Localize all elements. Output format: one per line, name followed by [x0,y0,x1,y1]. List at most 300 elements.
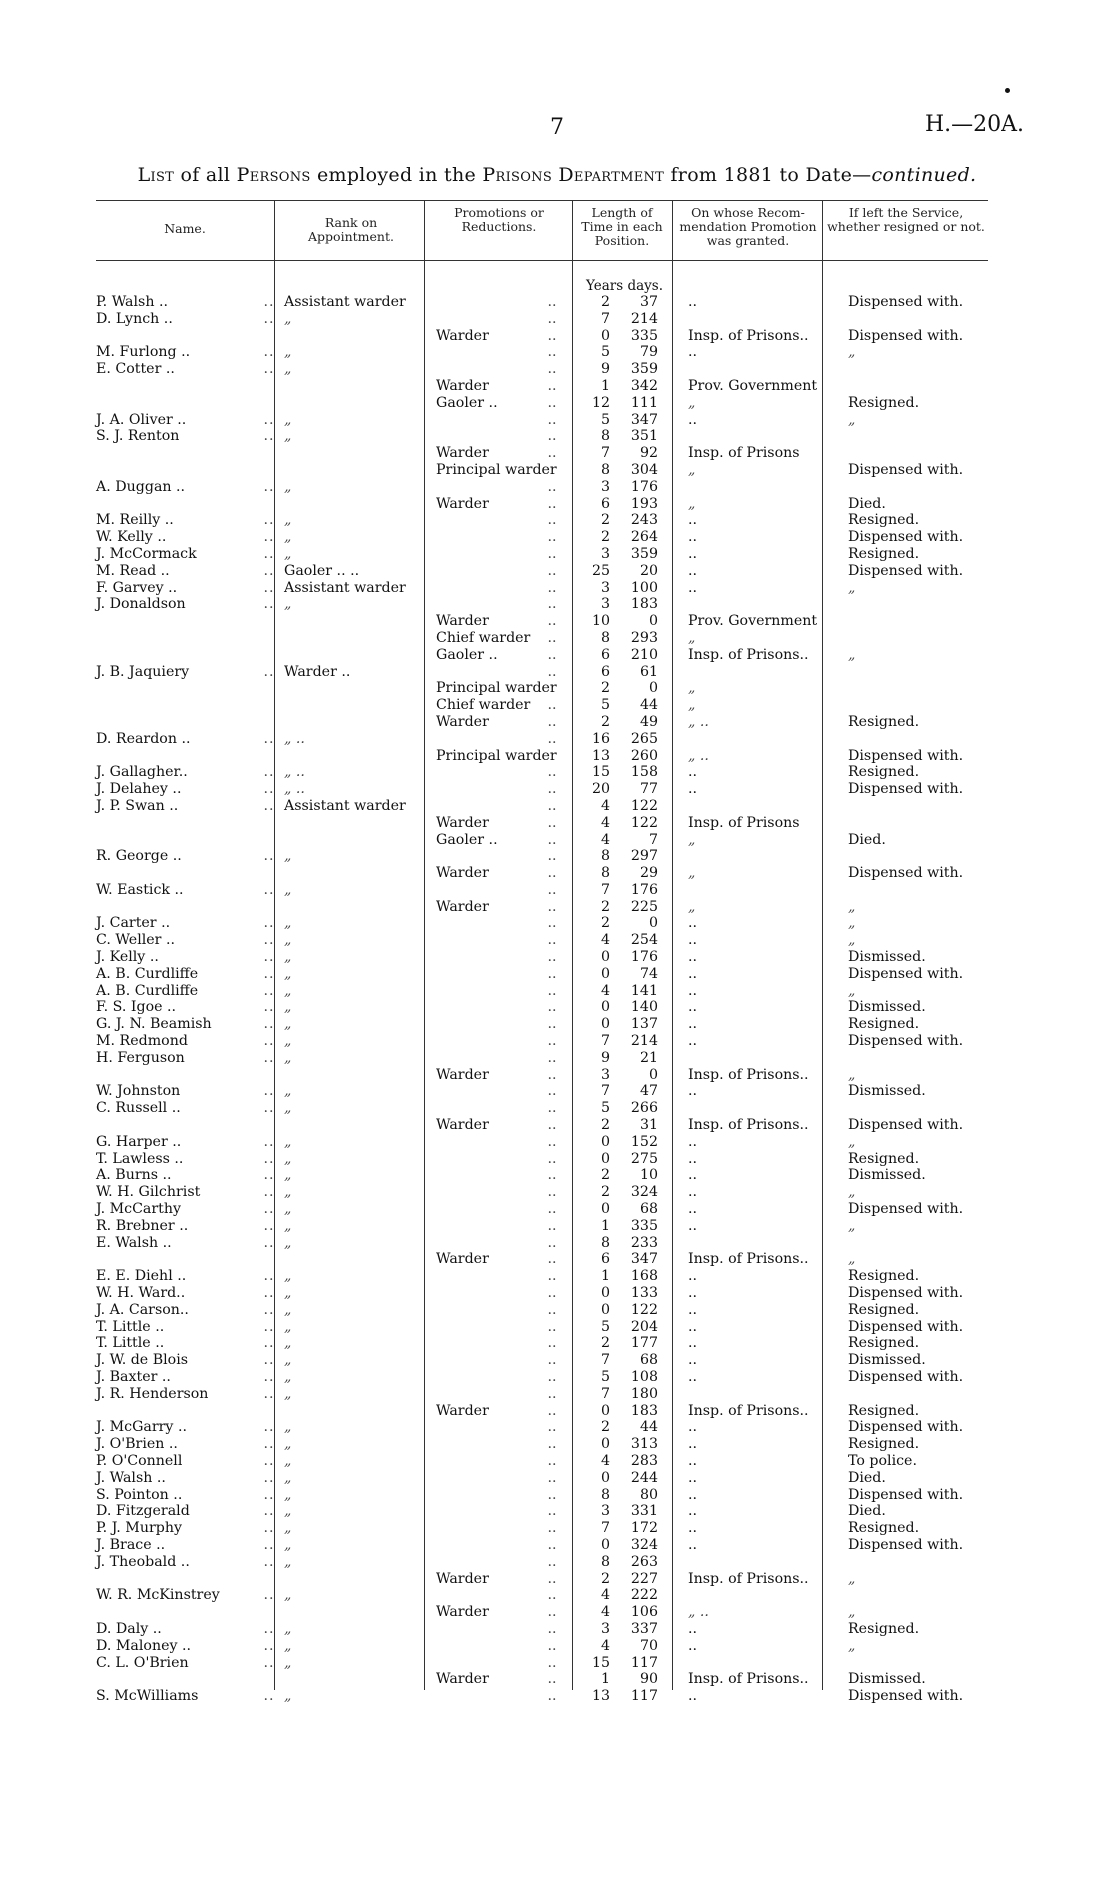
title-prefix: List [137,164,175,186]
years-value: 0 [600,1301,610,1318]
table-row [96,680,988,697]
employee-name: E. Cotter .. [96,361,175,378]
years-value: 6 [600,1251,610,1268]
rank-on-appointment: „ [284,999,292,1016]
years-value: 8 [600,865,610,882]
days-value: 214 [630,1033,658,1050]
recommendation: .. [688,294,698,310]
days-value: 44 [639,1419,658,1436]
leader-dots: .. [547,1049,557,1066]
recommendation: .. [688,411,698,428]
table-row [96,1453,988,1470]
employee-name: D. Fitzgerald [96,1503,190,1520]
leader-dots: .. [547,562,557,579]
employee-name: A. B. Curdliffe [96,965,199,982]
leader-dots: .. [547,1268,557,1285]
promotion: Warder [436,713,489,730]
years-value: 25 [591,562,610,579]
table-row [96,630,988,647]
promotion: Warder [436,1251,489,1268]
leader-dots: .. [547,1520,557,1537]
left-service-status: Died. [848,1469,886,1486]
title-persons: Persons [236,164,311,186]
recommendation: „ [688,394,696,411]
left-service-status: Dismissed. [848,1167,926,1184]
rank-on-appointment: „ [284,1503,292,1520]
leader-dots: .. [547,545,557,562]
left-service-status: Resigned. [848,1268,920,1285]
years-value: 2 [600,1117,610,1134]
leader-dots: .. [263,730,275,747]
leader-dots: .. [263,1083,275,1100]
leader-dots: .. [547,327,557,344]
leader-dots: .. [547,814,557,831]
recommendation: .. [688,1620,698,1637]
leader-dots: .. [263,1436,275,1453]
table-row [96,311,988,328]
left-service-status: „ [848,1251,856,1268]
employee-name: J. Walsh .. [96,1469,166,1486]
years-value: 20 [591,781,610,798]
employee-name: E. Walsh .. [96,1234,172,1251]
leader-dots: .. [547,1469,557,1486]
leader-dots: .. [263,1234,275,1251]
years-value: 0 [600,1536,610,1553]
left-service-status: Dispensed with. [848,1285,964,1302]
years-value: 0 [600,999,610,1016]
employee-name: S. J. Renton [96,428,180,445]
table-row [96,1554,988,1571]
leader-dots: .. [547,1083,557,1100]
days-value: 122 [630,814,658,831]
table-row [96,580,988,597]
years-value: 0 [600,1201,610,1218]
employee-name: J. Gallagher.. [96,764,188,781]
days-value: 10 [639,1167,658,1184]
leader-dots: .. [547,881,557,898]
left-service-status: „ [848,915,856,932]
leader-dots: .. [547,865,557,882]
years-value: 2 [600,294,610,310]
leader-dots: .. [263,545,275,562]
leader-dots: .. [263,1033,275,1050]
table-body [96,294,988,1705]
years-value: 8 [600,461,610,478]
days-value: 49 [639,713,658,730]
years-value: 2 [600,680,610,697]
employee-name: J. Carter .. [96,915,171,932]
recommendation: .. [688,982,698,999]
leader-dots: .. [547,1419,557,1436]
years-value: 0 [600,1150,610,1167]
days-value: 108 [630,1369,658,1385]
days-value: 359 [630,361,658,378]
rank-on-appointment: „ [284,1654,292,1671]
years-value: 7 [600,1520,610,1537]
days-value: 293 [630,629,658,646]
recommendation: Insp. of Prisons.. [688,646,809,663]
years-value: 0 [600,1285,610,1302]
days-value: 331 [630,1503,658,1520]
employee-name: F. Garvey .. [96,579,178,596]
recommendation: Insp. of Prisons [688,445,800,462]
recommendation: „ .. [688,747,709,764]
leader-dots: .. [547,1587,557,1604]
promotion: Principal warder [436,461,557,478]
days-value: 244 [630,1469,658,1486]
left-service-status: Dispensed with. [848,1688,964,1705]
days-value: 0 [648,1066,658,1083]
leader-dots: .. [263,1217,275,1234]
table-row [96,1520,988,1537]
recommendation: „ [688,831,696,848]
days-value: 61 [639,663,658,680]
rank-on-appointment: „ [284,1234,292,1251]
leader-dots: .. [263,1587,275,1604]
header-recommendation: On whose Recom-mendation Promotion was granted. [679,205,817,248]
employee-name: D. Lynch .. [96,310,173,327]
rank-on-appointment: „ [284,1268,292,1285]
employee-name: G. Harper .. [96,1133,182,1150]
rank-on-appointment: „ [284,1688,292,1705]
leader-dots: .. [547,831,557,848]
employee-name: W. H. Ward.. [96,1285,186,1302]
employee-name: J. McCarthy [96,1201,182,1218]
days-value: 275 [630,1150,658,1167]
table-row [96,865,988,882]
years-value: 2 [600,898,610,915]
leader-dots: .. [547,1369,557,1385]
leader-dots: .. [263,848,275,865]
table-row [96,714,988,731]
days-value: 324 [630,1536,658,1553]
table-row [96,479,988,496]
employee-name: W. R. McKinstrey [96,1587,220,1604]
leader-dots: .. [547,1570,557,1587]
table-row [96,882,988,899]
employee-name: F. S. Igoe .. [96,999,177,1016]
table-row [96,1016,988,1033]
recommendation: .. [688,1520,698,1537]
leader-dots: .. [547,982,557,999]
left-service-status: Resigned. [848,713,920,730]
employee-name: H. Ferguson [96,1049,185,1066]
table-row [96,1688,988,1705]
years-days-header: Years days. [586,278,663,294]
table-row [96,1587,988,1604]
employee-name: J. Theobald .. [96,1553,190,1570]
leader-dots: .. [263,1133,275,1150]
leader-dots: .. [547,512,557,529]
left-service-status: „ [848,1570,856,1587]
rank-on-appointment: „ [284,965,292,982]
leader-dots: .. [547,781,557,798]
page-number: 7 [550,115,564,140]
leader-dots: .. [263,781,275,798]
days-value: 37 [639,294,658,310]
days-value: 0 [648,680,658,697]
recommendation: .. [688,1486,698,1503]
recommendation: Insp. of Prisons.. [688,1402,809,1419]
table-row [96,1671,988,1688]
table-row [96,1436,988,1453]
years-value: 2 [600,1184,610,1201]
table-row [96,1251,988,1268]
left-service-status: Dispensed with. [848,1486,964,1503]
left-service-status: Dispensed with. [848,294,964,310]
leader-dots: .. [547,663,557,680]
employee-name: P. J. Murphy [96,1520,182,1537]
years-value: 1 [600,1217,610,1234]
recommendation: Insp. of Prisons.. [688,327,809,344]
document-reference: H.—20A. [924,112,1024,137]
table-row [96,983,988,1000]
leader-dots: .. [547,361,557,378]
employee-name: R. George .. [96,848,182,865]
rank-on-appointment: „ [284,1520,292,1537]
employee-name: C. L. O'Brien [96,1654,189,1671]
recommendation: .. [688,1184,698,1201]
years-value: 4 [600,1637,610,1654]
rank-on-appointment: „ [284,1369,292,1385]
leader-dots: .. [263,1520,275,1537]
leader-dots: .. [547,1335,557,1352]
left-service-status: Resigned. [848,764,920,781]
days-value: 152 [630,1133,658,1150]
leader-dots: .. [547,1285,557,1302]
recommendation: „ [688,629,696,646]
years-value: 3 [600,1620,610,1637]
table-row [96,344,988,361]
recommendation: .. [688,1419,698,1436]
days-value: 342 [630,377,658,394]
left-service-status: Dismissed. [848,1671,926,1688]
years-value: 15 [591,764,610,781]
leader-dots: .. [263,1150,275,1167]
leader-dots: .. [547,713,557,730]
promotion: Warder [436,1402,489,1419]
years-value: 2 [600,512,610,529]
recommendation: Insp. of Prisons.. [688,1117,809,1134]
years-value: 12 [591,394,610,411]
days-value: 176 [630,478,658,495]
years-value: 2 [600,1419,610,1436]
leader-dots: .. [547,529,557,546]
employee-name: J. Donaldson [96,596,186,613]
table-row [96,361,988,378]
recommendation: .. [688,1016,698,1033]
leader-dots: .. [547,344,557,361]
rank-on-appointment: „ [284,529,292,546]
table-row [96,445,988,462]
table-row [96,1151,988,1168]
rank-on-appointment: Gaoler .. .. [284,562,360,579]
promotion: Warder [436,377,489,394]
days-value: 233 [630,1234,658,1251]
leader-dots: .. [263,1469,275,1486]
table-row [96,1184,988,1201]
leader-dots: .. [547,310,557,327]
table-row [96,1319,988,1336]
years-value: 2 [600,1570,610,1587]
left-service-status: „ [848,1604,856,1621]
leader-dots: .. [263,1536,275,1553]
recommendation: .. [688,579,698,596]
table-row [96,1503,988,1520]
leader-dots: .. [263,1352,275,1369]
table-row [96,1638,988,1655]
recommendation: Insp. of Prisons.. [688,1251,809,1268]
years-value: 8 [600,1553,610,1570]
recommendation: .. [688,512,698,529]
days-value: 122 [630,797,658,814]
years-value: 7 [600,1083,610,1100]
left-service-status: „ [848,411,856,428]
years-value: 1 [600,1671,610,1688]
employee-name: E. E. Diehl .. [96,1268,187,1285]
left-service-status: Dispensed with. [848,747,964,764]
left-service-status: „ [848,1133,856,1150]
rank-on-appointment: „ [284,1217,292,1234]
leader-dots: .. [263,1184,275,1201]
rank-on-appointment: „ [284,982,292,999]
employee-name: D. Reardon .. [96,730,191,747]
days-value: 133 [630,1285,658,1302]
rank-on-appointment: „ [284,344,292,361]
table-top-rule [96,200,988,201]
years-value: 4 [600,982,610,999]
table-row [96,1100,988,1117]
recommendation: .. [688,965,698,982]
days-value: 0 [648,915,658,932]
recommendation: .. [688,1167,698,1184]
leader-dots: .. [263,478,275,495]
leader-dots: .. [547,898,557,915]
leader-dots: .. [263,562,275,579]
years-value: 0 [600,1436,610,1453]
left-service-status: Dispensed with. [848,1033,964,1050]
left-service-status: Resigned. [848,1436,920,1453]
days-value: 0 [648,613,658,630]
rank-on-appointment: „ [284,1049,292,1066]
leader-dots: .. [547,579,557,596]
left-service-status: Resigned. [848,1335,920,1352]
left-service-status: Resigned. [848,394,920,411]
leader-dots: .. [547,730,557,747]
table-row [96,647,988,664]
employee-name: S. McWilliams [96,1688,199,1705]
employee-name: M. Reilly .. [96,512,174,529]
rank-on-appointment: „ [284,512,292,529]
years-value: 0 [600,1133,610,1150]
rank-on-appointment: „ [284,1318,292,1335]
table-row [96,1235,988,1252]
days-value: 222 [630,1587,658,1604]
recommendation: „ [688,898,696,915]
years-value: 10 [591,613,610,630]
recommendation: .. [688,1201,698,1218]
leader-dots: .. [263,1369,275,1385]
table-row [96,428,988,445]
leader-dots: .. [263,1503,275,1520]
employee-name: P. O'Connell [96,1452,183,1469]
years-value: 7 [600,310,610,327]
promotion: Principal warder [436,680,557,697]
table-row [96,1386,988,1403]
table-row [96,815,988,832]
recommendation: Prov. Government [688,613,818,630]
employee-name: M. Redmond [96,1033,188,1050]
leader-dots: .. [263,344,275,361]
table-row [96,1033,988,1050]
leader-dots: .. [263,1654,275,1671]
leader-dots: .. [547,1234,557,1251]
recommendation: .. [688,1452,698,1469]
recommendation: Prov. Government [688,377,818,394]
years-value: 7 [600,445,610,462]
table-row [96,1083,988,1100]
table-row [96,899,988,916]
leader-dots: .. [263,764,275,781]
table-row [96,1655,988,1672]
days-value: 214 [630,310,658,327]
table-row [96,563,988,580]
days-value: 335 [630,327,658,344]
left-service-status: „ [848,1637,856,1654]
rank-on-appointment: „ [284,1419,292,1436]
employee-name: M. Furlong .. [96,344,191,361]
left-service-status: Resigned. [848,512,920,529]
rank-on-appointment: „ [284,1201,292,1218]
years-value: 6 [600,663,610,680]
years-value: 6 [600,495,610,512]
years-value: 16 [591,730,610,747]
days-value: 183 [630,1402,658,1419]
days-value: 106 [630,1604,658,1621]
recommendation: .. [688,1301,698,1318]
leader-dots: .. [263,1553,275,1570]
table-row [96,462,988,479]
leader-dots: .. [547,629,557,646]
table-row [96,1067,988,1084]
rank-on-appointment: „ [284,1150,292,1167]
recommendation: .. [688,344,698,361]
left-service-status: „ [848,344,856,361]
table-row [96,1167,988,1184]
table-row [96,697,988,714]
leader-dots: .. [263,797,275,814]
employee-name: J. O'Brien .. [96,1436,178,1453]
recommendation: „ .. [688,713,709,730]
left-service-status: Dismissed. [848,999,926,1016]
recommendation: .. [688,1369,698,1385]
recommendation: „ [688,865,696,882]
days-value: 183 [630,596,658,613]
left-service-status: Resigned. [848,1620,920,1637]
days-value: 47 [639,1083,658,1100]
table-row [96,1571,988,1588]
left-service-status: „ [848,646,856,663]
table-row [96,932,988,949]
days-value: 359 [630,545,658,562]
rank-on-appointment: „ [284,1100,292,1117]
leader-dots: .. [547,445,557,462]
rank-on-appointment: „ [284,1452,292,1469]
years-value: 0 [600,949,610,966]
years-value: 5 [600,697,610,714]
employee-name: W. Kelly .. [96,529,167,546]
leader-dots: .. [263,1268,275,1285]
